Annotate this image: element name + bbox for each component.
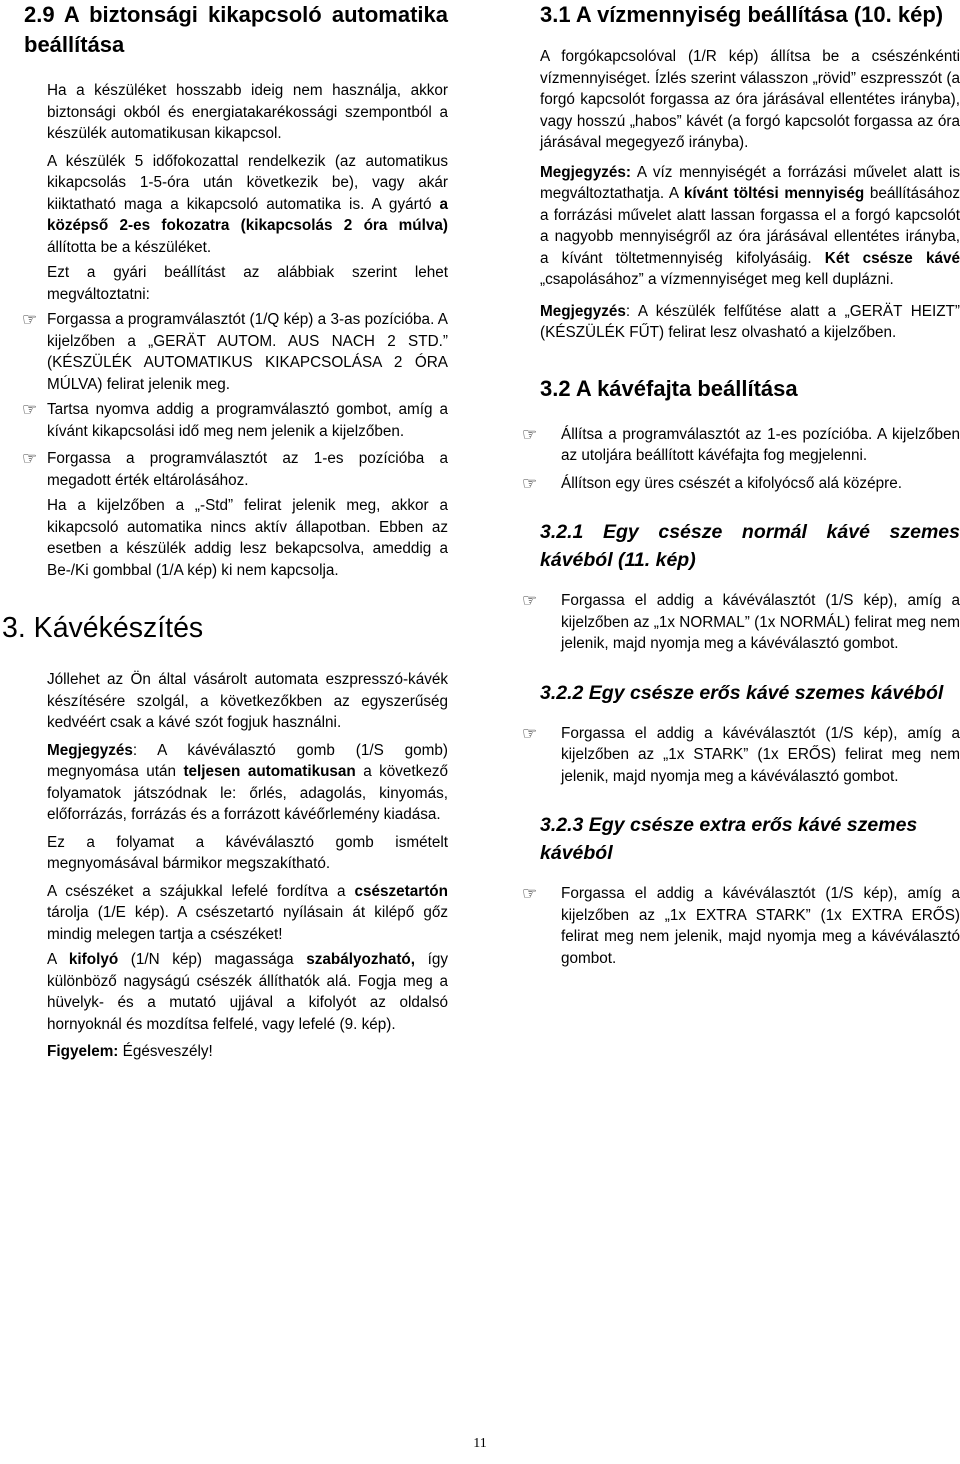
paragraph-warning: Figyelem: Égésveszély!: [47, 1043, 213, 1060]
bullet-item: ☞ Forgassa el addig a kávéválasztót (1/S kép), amíg a kijelzőben az „1x STARK” (1x ERŐS) felirat meg nem jelenik, majd nyomja meg a kávéválasztó gombot.: [522, 723, 960, 785]
paragraph-change-default: Ezt a gyári beállítást az alábbiak szerint lehet megváltoztatni:: [47, 264, 448, 303]
paragraph-spout: A kifolyó (1/N kép) magassága szabályozható, így különböző nagyságú csészék állíthatók alá. Fogja meg a hüvelyk- és a mutató ujjával a kifolyót az oldalsó hornyoknál és mozdítsa felfelé, vagy lefelé (9. kép).: [47, 951, 448, 1033]
pointing-hand-icon: ☞: [522, 591, 538, 610]
left-column: [2, 0, 448, 1063]
paragraph-coffee-intro: Jóllehet az Ön által vásárolt automata eszpresszó-kávék készítésére szolgál, a következőkben az egyszerűség kedvéért csak a kávé szót fogjuk használni.: [47, 671, 448, 731]
pointing-hand-icon: ☞: [522, 884, 538, 903]
pointing-hand-icon: ☞: [22, 400, 38, 419]
paragraph-auto-off-intro: Ha a készüléket hosszabb ideig nem használja, akkor biztonsági okból és energiatakarékossági szempontból a készülék automatikusan kikapcsol.: [47, 82, 448, 142]
section-3-1-title: 3.1 A vízmennyiség beállítása (10. kép): [540, 2, 944, 27]
page-number: 11: [473, 1436, 487, 1451]
pointing-hand-icon: ☞: [522, 723, 538, 743]
bullet-item: ☞ Forgassa el addig a kávéválasztót (1/S kép), amíg a kijelzőben az „1x EXTRA STARK” (1x EXTRA ERŐS) felirat meg nem jelenik, majd nyomja meg a kávéválasztó gombot.: [522, 884, 960, 967]
paragraph-interrupt: Ez a folyamat a kávéválasztó gomb ismételt megnyomásával bármikor megszakítható.: [47, 833, 448, 872]
pointing-hand-icon: ☞: [522, 473, 538, 493]
section-2-9-title: 2.9 A biztonsági kikapcsoló automatika beállítása: [24, 2, 448, 57]
section-3-title: 3. Kávékészítés: [2, 612, 204, 644]
pointing-hand-icon: ☞: [522, 424, 538, 444]
paragraph-time-levels: A készülék 5 időfokozattal rendelkezik (az automatikus kikapcsolás 1-5-óra után következik be), vagy akár kiiktatható maga a kikapcsoló automatika is. A gyártó a középső 2-es fokozatra (kikapcsolás 2 óra múlva) állította be a készüléket.: [47, 152, 448, 256]
section-3-2-2-title: 3.2.2 Egy csésze erős kávé szemes kávéból: [540, 681, 944, 704]
bullet-item: ☞ Forgassa a programválasztót (1/Q kép) a 3-as pozícióba. A kijelzőben a „GERÄT AUTOM. AUS NACH 2 STD.” (KÉSZÜLÉK AUTOMATIKUS KIKAPCSOLÁSA 2 ÓRA MÚLVA) felirat jelenik meg.: [22, 310, 448, 393]
paragraph-water-amount: A forgókapcsolóval (1/R kép) állítsa be a csészénkénti vízmennyiséget. Ízlés szerint válasszon „rövid” eszpresszót (a forgó kapcsolót forgassa az óra járásával ellentétes irányba), vagy hosszú „habos” kávét (a forgó kapcsolót forgassa az óra járásával megegyező irányba).: [540, 48, 960, 151]
section-3-2-1-title: 3.2.1 Egy csésze normál kávé szemes kávéból (11. kép): [540, 521, 960, 571]
bullet-item: ☞ Állítson egy üres csészét a kifolyócső alá középre.: [522, 473, 902, 493]
bullet-item: ☞ Forgassa el addig a kávéválasztót (1/S kép), amíg a kijelzőben az „1x NORMAL” (1x NORMÁL) felirat meg nem jelenik, majd nyomja meg a kávéválasztó gombot.: [522, 591, 960, 652]
paragraph-cup-holder: A csészéket a szájukkal lefelé fordítva a csészetartón tárolja (1/E kép). A csészetartó nyílásain át kilépő gőz mindig melegen tartja a csészéket!: [47, 882, 448, 943]
paragraph-note-automatic: Megjegyzés: A kávéválasztó gomb (1/S gomb) megnyomása után teljesen automatikusan a következő folyamatok játszódnak le: őrlés, adagolás, kinyomás, előforrázás, forrázás és a forrázott kávéőrlemény kiadása.: [47, 741, 448, 823]
bullet-item: ☞ Állítsa a programválasztót az 1-es pozícióba. A kijelzőben az utoljára beállított kávéfajta fog megjelenni.: [522, 424, 960, 464]
bullet-item: ☞ Tartsa nyomva addig a programválasztó gombot, amíg a kívánt kikapcsolási idő meg nem jelenik a kijelzőben.: [22, 400, 448, 440]
bullet-item: ☞ Forgassa a programválasztót az 1-es pozícióba a megadott érték eltárolásához.: [22, 449, 448, 489]
right-column: [522, 0, 960, 969]
pointing-hand-icon: ☞: [22, 310, 38, 329]
section-3-2-3-title: 3.2.3 Egy csésze extra erős kávé szemes kávéból: [540, 814, 918, 864]
paragraph-note-heating: Megjegyzés: A készülék felfűtése alatt a „GERÄT HEIZT” (KÉSZÜLÉK FŰT) felirat lesz olvasható a kijelzőben.: [540, 302, 960, 341]
pointing-hand-icon: ☞: [22, 449, 38, 468]
section-3-2-title: 3.2 A kávéfajta beállítása: [540, 375, 798, 401]
paragraph-std-display: Ha a kijelzőben a „-Std” felirat jelenik meg, akkor a kikapcsoló automatika nincs aktív állapotban. Ebben az esetben a készülék addig lesz bekapcsolva, ameddig a Be-/Ki gombbal (1/A kép) ki nem kapcsolja.: [47, 497, 448, 579]
paragraph-note-water: Megjegyzés: A víz mennyiségét a forrázási művelet alatt is megváltoztathatja. A kívánt töltési mennyiség beállításához a forrázási művelet alatt lassan forgassa el a forgó kapcsolót a nagyobb mennyiségről az óra járásával ellentétes irányba, a kívánt töltetmennyiség kifolyásáig. Két csésze kávé „csapolásához” a vízmennyiséget meg kell duplázni.: [540, 163, 960, 288]
